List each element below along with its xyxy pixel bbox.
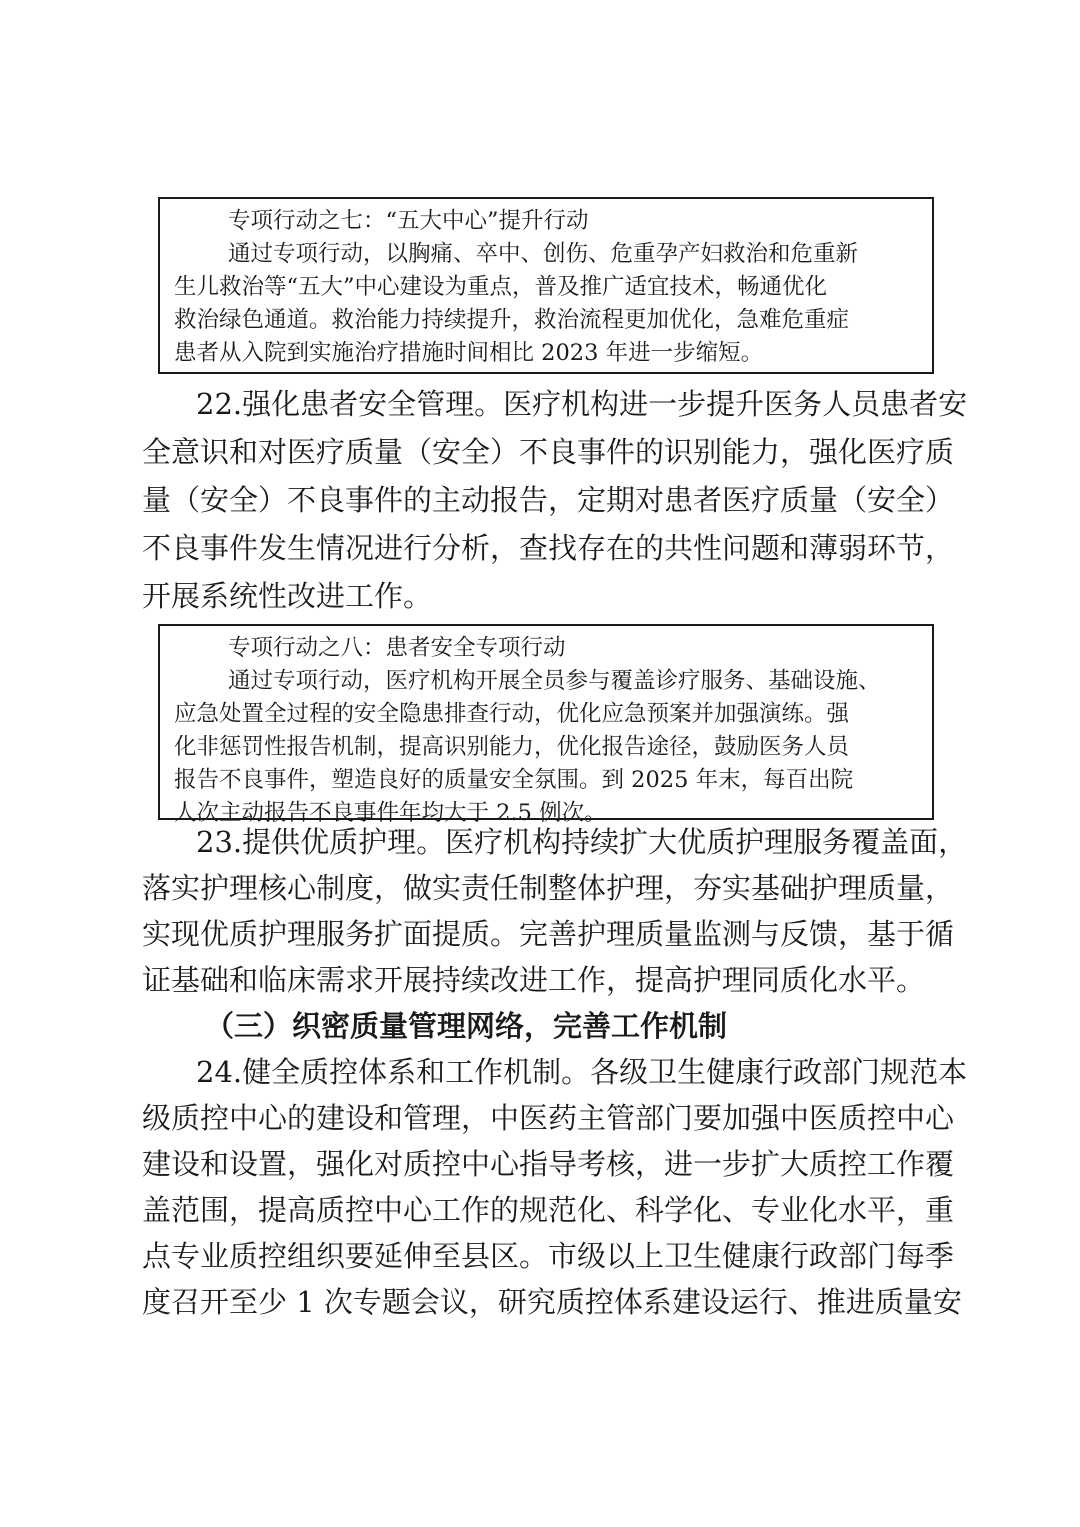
special-action-7-box [158, 197, 934, 374]
para-23-line-1: 23.提供优质护理。医疗机构持续扩大优质护理服务覆盖面， [196, 825, 968, 859]
special-action-7-line-4: 患者从入院到实施治疗措施时间相比 2023 年进一步缩短。 [174, 340, 764, 366]
para-22-line-2: 全意识和对医疗质量（安全）不良事件的识别能力，强化医疗质 [142, 435, 955, 469]
special-action-8-line-1: 通过专项行动，医疗机构开展全员参与覆盖诊疗服务、基础设施、 [228, 668, 881, 694]
special-action-8-line-3: 化非惩罚性报告机制，提高识别能力，优化报告途径，鼓励医务人员 [174, 734, 850, 760]
para-24-line-5: 点专业质控组织要延伸至县区。市级以上卫生健康行政部门每季 [142, 1239, 955, 1273]
special-action-8-title: 专项行动之八：患者安全专项行动 [228, 635, 566, 661]
special-action-8-line-5: 人次主动报告不良事件年均大于 2.5 例次。 [174, 800, 607, 826]
para-23-line-2: 落实护理核心制度，做实责任制整体护理，夯实基础护理质量， [142, 871, 955, 905]
para-22-line-3: 量（安全）不良事件的主动报告，定期对患者医疗质量（安全） [142, 483, 955, 517]
para-24-line-6: 度召开至少 1 次专题会议，研究质控体系建设运行、推进质量安 [142, 1285, 962, 1319]
para-24-line-4: 盖范围，提高质控中心工作的规范化、科学化、专业化水平，重 [142, 1193, 955, 1227]
special-action-7-line-1: 通过专项行动，以胸痛、卒中、创伤、危重孕产妇救治和危重新 [228, 241, 859, 267]
section-3-heading: （三）织密质量管理网络，完善工作机制 [205, 1009, 728, 1043]
special-action-8-line-2: 应急处置全过程的安全隐患排查行动，优化应急预案并加强演练。强 [174, 701, 850, 727]
para-22-line-1: 22.强化患者安全管理。医疗机构进一步提升医务人员患者安 [196, 387, 968, 421]
para-24-line-2: 级质控中心的建设和管理，中医药主管部门要加强中医质控中心 [142, 1101, 955, 1135]
special-action-7-line-2: 生儿救治等“五大”中心建设为重点，普及推广适宜技术，畅通优化 [174, 274, 828, 300]
para-24-line-1: 24.健全质控体系和工作机制。各级卫生健康行政部门规范本 [196, 1055, 968, 1089]
special-action-7-line-3: 救治绿色通道。救治能力持续提升，救治流程更加优化，急难危重症 [174, 307, 850, 333]
para-23-line-3: 实现优质护理服务扩面提质。完善护理质量监测与反馈，基于循 [142, 917, 955, 951]
special-action-8-box [158, 624, 934, 826]
para-24-line-3: 建设和设置，强化对质控中心指导考核，进一步扩大质控工作覆 [142, 1147, 955, 1181]
para-23-line-4: 证基础和临床需求开展持续改进工作，提高护理同质化水平。 [142, 963, 926, 997]
para-22-line-4: 不良事件发生情况进行分析，查找存在的共性问题和薄弱环节， [142, 531, 955, 565]
para-22-line-5: 开展系统性改进工作。 [142, 579, 433, 613]
special-action-8-line-4: 报告不良事件，塑造良好的质量安全氛围。到 2025 年末，每百出院 [174, 767, 854, 793]
special-action-7-title: 专项行动之七：“五大中心”提升行动 [228, 208, 589, 234]
